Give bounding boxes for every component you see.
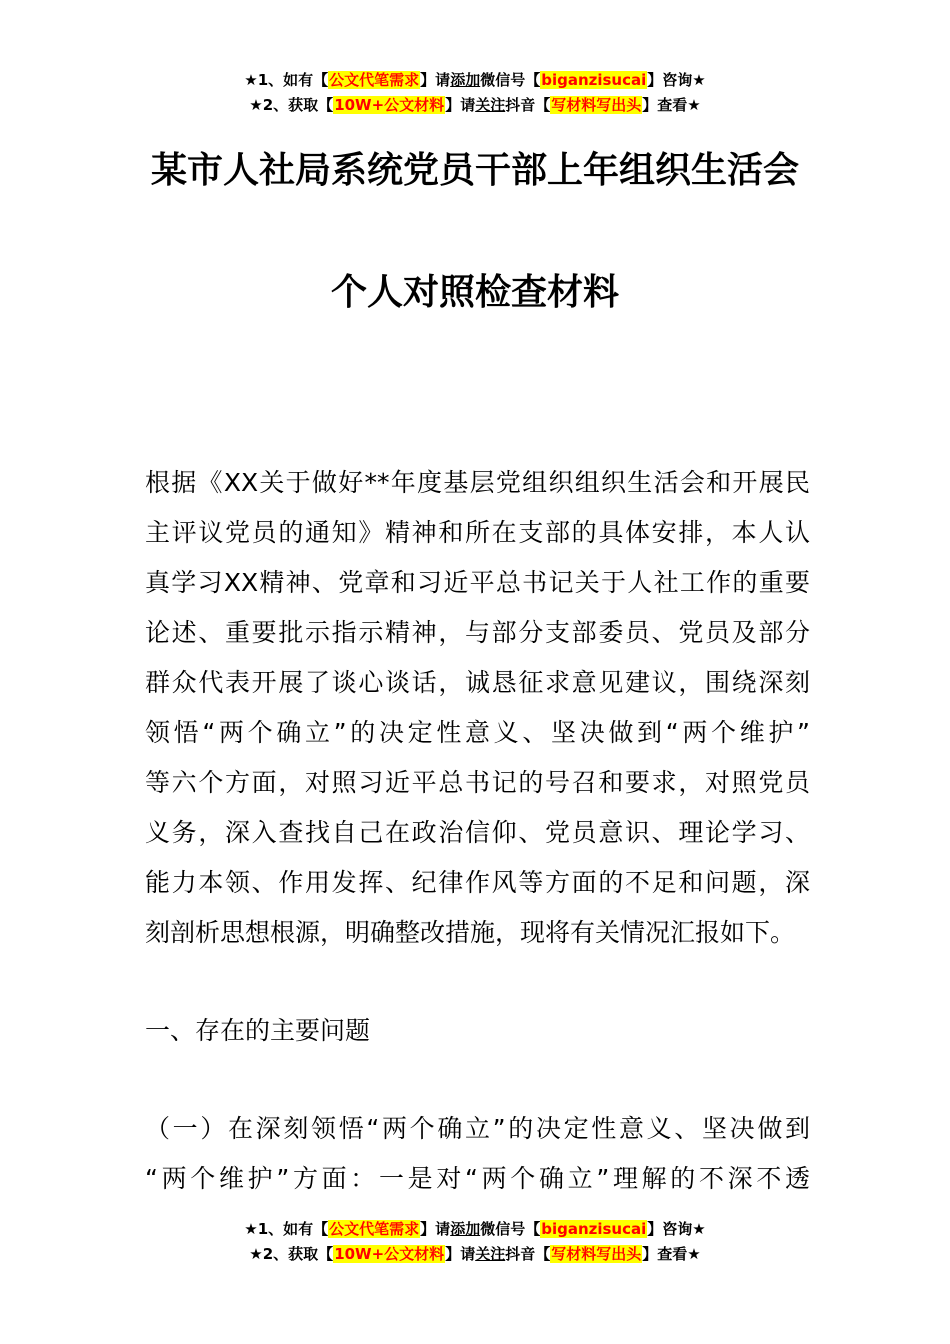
banner-text: ★2、获取【 — [249, 1245, 334, 1263]
banner-underlined: 添加 — [450, 1220, 481, 1238]
banner-underlined: 添加 — [450, 71, 481, 89]
banner-text: ★1、如有【 — [244, 1220, 329, 1238]
paragraph-line: 真学习XX精神、党章和习近平总书记关于人社工作的重要 — [145, 568, 810, 597]
banner-text: 】请 — [445, 1245, 476, 1263]
paragraph-line: 根据《XX关于做好**年度基层党组织组织生活会和开展民 — [145, 468, 810, 497]
section-heading-text: 一、存在的主要问题 — [145, 1016, 371, 1045]
banner-highlight: 公文代笔需求 — [329, 71, 420, 89]
banner-text: 】请 — [420, 71, 451, 89]
paragraph-line: （一）在深刻领悟“两个确立”的决定性意义、坚决做到 — [145, 1114, 810, 1143]
paragraph-line: 主评议党员的通知》精神和所在支部的具体安排，本人认 — [145, 518, 810, 547]
banner-line-2 — [0, 1242, 950, 1267]
paragraph-line: 等六个方面，对照习近平总书记的号召和要求，对照党员 — [145, 768, 810, 797]
banner-highlight: 10W+公文材料 — [334, 1245, 445, 1263]
banner-text: 】请 — [445, 96, 476, 114]
document-title-line-2: 个人对照检查材料 — [330, 272, 619, 313]
banner-text: 】查看★ — [642, 1245, 701, 1263]
banner-text: 】咨询★ — [647, 1220, 706, 1238]
paragraph-intro — [145, 458, 810, 958]
banner-text: 抖音【 — [505, 96, 551, 114]
footer-banner — [0, 1217, 950, 1267]
banner-text: ★1、如有【 — [244, 71, 329, 89]
header-banner — [0, 68, 950, 118]
banner-text: 抖音【 — [505, 1245, 551, 1263]
banner-highlight: 写材料写出头 — [551, 96, 642, 114]
banner-highlight: biganzisucai — [541, 71, 647, 89]
paragraph-line: “两个维护”方面：一是对“两个确立”理解的不深不透 — [145, 1164, 810, 1193]
banner-highlight: biganzisucai — [541, 1220, 647, 1238]
banner-line-2 — [0, 93, 950, 118]
banner-text: 】请 — [420, 1220, 451, 1238]
banner-underlined: 关注 — [475, 1245, 506, 1263]
banner-highlight: 写材料写出头 — [551, 1245, 642, 1263]
paragraph-line: 论述、重要批示指示精神，与部分支部委员、党员及部分 — [145, 618, 810, 647]
banner-highlight: 10W+公文材料 — [334, 96, 445, 114]
banner-text: 】查看★ — [642, 96, 701, 114]
document-title-line-1: 某市人社局系统党员干部上年组织生活会 — [150, 150, 799, 191]
paragraph-line: 能力本领、作用发挥、纪律作风等方面的不足和问题，深 — [145, 868, 810, 897]
paragraph-line: 义务，深入查找自己在政治信仰、党员意识、理论学习、 — [145, 818, 810, 847]
banner-text: 微信号【 — [480, 71, 541, 89]
banner-underlined: 关注 — [475, 96, 506, 114]
paragraph-line: 领悟“两个确立”的决定性意义、坚决做到“两个维护” — [145, 718, 810, 747]
banner-text: 】咨询★ — [647, 71, 706, 89]
banner-text: ★2、获取【 — [249, 96, 334, 114]
paragraph-line: 群众代表开展了谈心谈话，诚恳征求意见建议，围绕深刻 — [145, 668, 810, 697]
section-heading — [145, 1006, 810, 1056]
banner-text: 微信号【 — [480, 1220, 541, 1238]
banner-line-1 — [0, 1217, 950, 1242]
paragraph-problems — [145, 1104, 810, 1204]
banner-line-1 — [0, 68, 950, 93]
paragraph-line: 刻剖析思想根源，明确整改措施，现将有关情况汇报如下。 — [145, 918, 796, 947]
banner-highlight: 公文代笔需求 — [329, 1220, 420, 1238]
